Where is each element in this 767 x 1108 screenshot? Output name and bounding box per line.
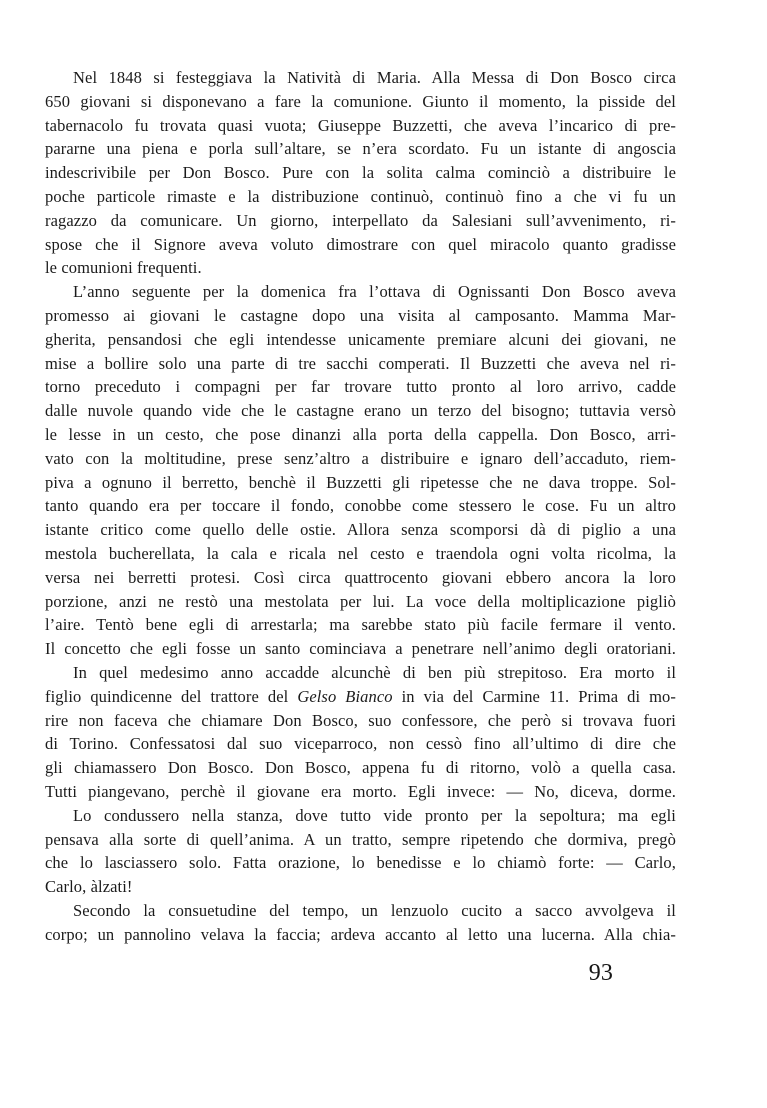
text-line: Tutti piangevano, perchè il giovane era morto. Egli invece: — No, diceva, dorme. (45, 781, 676, 801)
text-line: istante critico come quello delle ostie. Allora senza scomporsi dà di piglio a una (45, 520, 676, 540)
text-line: che lo lasciassero solo. Fatta orazione, lo benedisse e lo chiamò forte: — Carlo, (45, 853, 676, 873)
text-line: poche particole rimaste e la distribuzione continuò, continuò fino a che vi fu un (45, 186, 676, 206)
text-line: pensava alla sorte di quell’anima. A un tratto, sempre ripetendo che dormiva, pregò (45, 829, 676, 849)
text-line: spose che il Signore aveva voluto dimostrare con quel miracolo quanto gradisse (45, 234, 676, 254)
text-line: porzione, anzi ne restò una mestolata per lui. La voce della moltiplicazione pigliò (45, 591, 676, 611)
text-line: le comunioni frequenti. (45, 258, 202, 278)
paragraph (45, 280, 676, 661)
text-line: versa nei berretti protesi. Così circa quattrocento giovani ebbero ancora la loro (45, 567, 676, 587)
page-number: 93 (588, 960, 613, 987)
text-segment: figlio quindicenne del trattore del (45, 686, 298, 706)
paragraph (45, 661, 676, 804)
text-line: mise a bollire solo una parte di tre sacchi comperati. Il Buzzetti che aveva nel ri- (45, 353, 676, 373)
text-line: ragazzo da comunicare. Un giorno, interpellato da Salesiani sull’avvenimento, ri- (45, 210, 676, 230)
text-line: indescrivibile per Don Bosco. Pure con la solita calma cominciò a distribuire le (45, 163, 676, 183)
text-line: Lo condussero nella stanza, dove tutto vide pronto per la sepoltura; ma egli (73, 805, 676, 825)
text-line (45, 685, 676, 709)
text-block (45, 66, 676, 988)
text-line: mestola bucherellata, la cala e ricala nel cesto e traendola ogni volta ricolma, la (45, 543, 676, 563)
text-line: gherita, pensandosi che egli intendesse unicamente premiare alcuni dei giovani, ne (45, 329, 676, 349)
text-line: tanto quando era per toccare il fondo, conobbe come stessero le cose. Fu un altro (45, 496, 676, 516)
text-line: di Torino. Confessatosi dal suo viceparroco, non cessò fino all’ultimo di dire che (45, 734, 676, 754)
text-line: pararne una piena e porla sull’altare, se n’era scordato. Fu un istante di angoscia (45, 139, 676, 159)
text-line: gli chiamassero Don Bosco. Don Bosco, appena fu di ritorno, volò a quella casa. (45, 758, 676, 778)
text-line: corpo; un pannolino velava la faccia; ardeva accanto al letto una lucerna. Alla chia- (45, 924, 676, 944)
text-line: l’aire. Tentò bene egli di arrestarla; ma sarebbe stato più facile fermare il vento. (45, 615, 676, 635)
paragraph (45, 66, 676, 280)
text-line: Il concetto che egli fosse un santo cominciava a penetrare nell’animo degli oratoriani. (45, 639, 676, 659)
text-line: Secondo la consuetudine del tempo, un lenzuolo cucito a sacco avvolgeva il (73, 900, 676, 920)
text-line: In quel medesimo anno accadde alcunchè di ben più strepitoso. Era morto il (73, 662, 676, 682)
text-line: piva a ognuno il berretto, benchè il Buzzetti gli ripetesse che ne dava troppe. Sol- (45, 472, 676, 492)
text-line: tabernacolo fu trovata quasi vuota; Giuseppe Buzzetti, che aveva l’incarico di pre- (45, 115, 676, 135)
text-line: promesso ai giovani le castagne dopo una visita al camposanto. Mamma Mar- (45, 305, 676, 325)
text-line: vato con la moltitudine, prese senz’altro a distribuire e ignaro dell’accaduto, riem- (45, 448, 676, 468)
text-line: rire non faceva che chiamare Don Bosco, suo confessore, che però si trovava fuori (45, 710, 676, 730)
text-line: le lesse in un cesto, che pose dinanzi alla porta della cappella. Don Bosco, arri- (45, 424, 676, 444)
text-segment: in via del Carmine 11. Prima di mo- (392, 686, 677, 706)
text-line: L’anno seguente per la domenica fra l’ottava di Ognissanti Don Bosco aveva (73, 282, 676, 302)
italic-text-segment: Gelso Bianco (297, 686, 393, 706)
text-line: dalle nuvole quando vide che le castagne erano un terzo del bisogno; tuttavia versò (45, 401, 676, 421)
text-line: Carlo, àlzati! (45, 877, 133, 897)
paragraph (45, 899, 676, 947)
text-line: torno preceduto i compagni per far trovare tutto pronto al loro arrivo, cadde (45, 377, 676, 397)
text-line: 650 giovani si disponevano a fare la comunione. Giunto il momento, la pisside del (45, 91, 676, 111)
text-line: Nel 1848 si festeggiava la Natività di Maria. Alla Messa di Don Bosco circa (73, 68, 676, 87)
paragraph (45, 804, 676, 899)
